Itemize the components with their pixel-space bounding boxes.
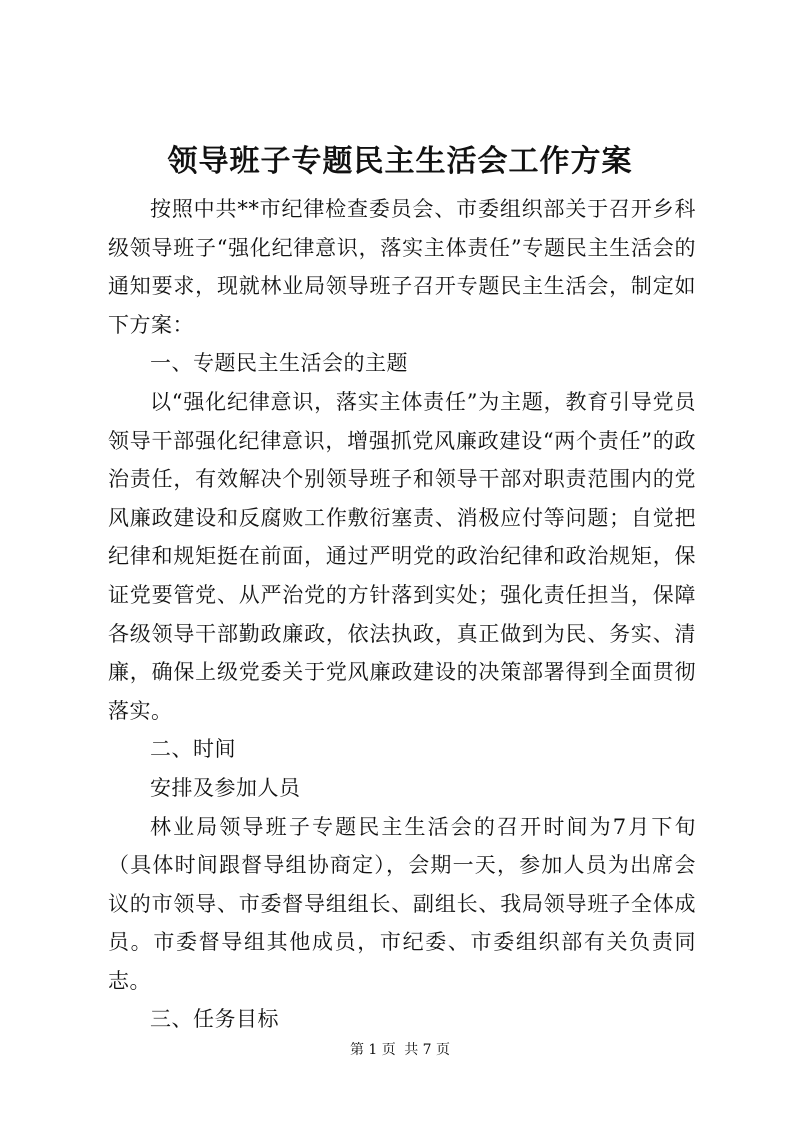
section-heading-time: 二、时间: [150, 737, 236, 762]
document-body: [108, 190, 696, 1039]
page-number: 第 1 页: [349, 1042, 396, 1058]
page-footer: [0, 1040, 800, 1060]
section-heading-theme: 一、专题民主生活会的主题: [150, 351, 408, 376]
paragraph-arrangement: 林业局领导班子专题民主生活会的召开时间为7月下旬（具体时间跟督导组协商定），会期一天，参加人员为出席会议的市领导、市委督导组组长、副组长、我局领导班子全体成员。市委督导组其他成员，市纪委、市委组织部有关负责同志。: [108, 814, 696, 993]
page-total: 共 7 页: [404, 1042, 451, 1058]
paragraph-intro: 按照中共**市纪律检查委员会、市委组织部关于召开乡科级领导班子“强化纪律意识，落实主体责任”专题民主生活会的通知要求，现就林业局领导班子召开专题民主生活会，制定如下方案：: [108, 197, 696, 337]
section-heading-goals: 三、任务目标: [150, 1007, 279, 1032]
subheading-arrangement: 安排及参加人员: [150, 775, 301, 800]
paragraph-theme: 以“强化纪律意识，落实主体责任”为主题，教育引导党员领导干部强化纪律意识，增强抓党风廉政建设“两个责任”的政治责任，有效解决个别领导班子和领导干部对职责范围内的党风廉政建设和反腐败工作敷衍塞责、消极应付等问题；自觉把纪律和规矩挺在前面，通过严明党的政治纪律和政治规矩，保证党要管党、从严治党的方针落到实处；强化责任担当，保障各级领导干部勤政廉政，依法执政，真正做到为民、务实、清廉，确保上级党委关于党风廉政建设的决策部署得到全面贯彻落实。: [108, 389, 696, 723]
document-title: 领导班子专题民主生活会工作方案: [167, 144, 633, 179]
